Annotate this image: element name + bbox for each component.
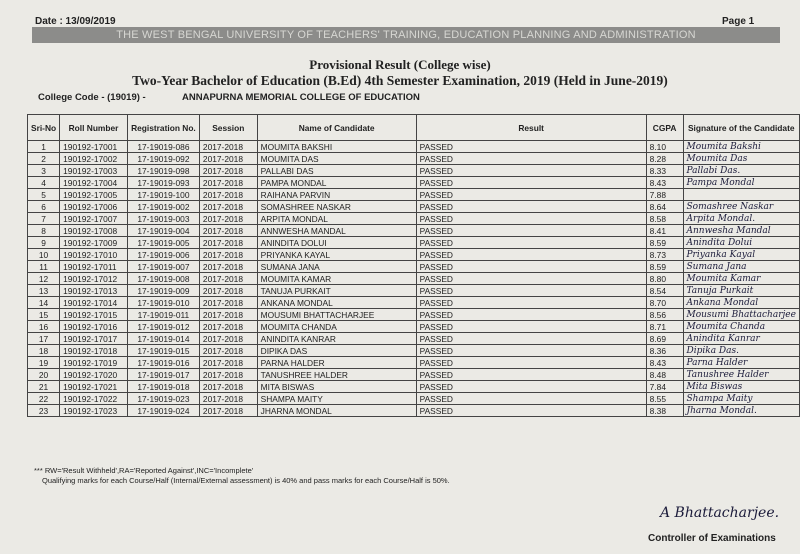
cgpa-cell: 7.88 xyxy=(646,189,683,201)
signature-cell: Moumita Chanda xyxy=(683,321,800,333)
result-cell: PASSED xyxy=(416,213,646,225)
candidate-name-cell: SOMASHREE NASKAR xyxy=(257,201,416,213)
footnote-qualifying: Qualifying marks for each Course/Half (Internal/External assessment) is 40% and pass marks for each Course/Half is 50%. xyxy=(42,476,450,485)
signature-cell: Moumita Bakshi xyxy=(683,141,800,153)
cgpa-cell: 8.38 xyxy=(646,405,683,417)
table-row xyxy=(28,369,800,381)
result-cell: PASSED xyxy=(416,141,646,153)
candidate-name-cell: ANKANA MONDAL xyxy=(257,297,416,309)
table-row xyxy=(28,189,800,201)
session-cell: 2017-2018 xyxy=(199,285,257,297)
session-cell: 2017-2018 xyxy=(199,141,257,153)
signature-cell: Pampa Mondal xyxy=(683,177,800,189)
roll-number-cell: 190192-17019 xyxy=(60,357,128,369)
cgpa-cell: 8.64 xyxy=(646,201,683,213)
signature-cell: Arpita Mondal. xyxy=(683,213,800,225)
result-cell: PASSED xyxy=(416,153,646,165)
session-cell: 2017-2018 xyxy=(199,345,257,357)
candidate-name-cell: MOUMITA BAKSHI xyxy=(257,141,416,153)
session-cell: 2017-2018 xyxy=(199,261,257,273)
serial-cell: 23 xyxy=(28,405,60,417)
result-cell: PASSED xyxy=(416,357,646,369)
signature-cell: Moumita Kamar xyxy=(683,273,800,285)
registration-cell: 17-19019-009 xyxy=(127,285,199,297)
registration-cell: 17-19019-006 xyxy=(127,249,199,261)
roll-number-cell: 190192-17003 xyxy=(60,165,128,177)
print-date: Date : 13/09/2019 xyxy=(35,16,116,27)
roll-number-cell: 190192-17021 xyxy=(60,381,128,393)
serial-cell: 9 xyxy=(28,237,60,249)
result-cell: PASSED xyxy=(416,393,646,405)
serial-cell: 11 xyxy=(28,261,60,273)
col-header-roll: Roll Number xyxy=(60,115,128,141)
col-header-session: Session xyxy=(199,115,257,141)
serial-cell: 3 xyxy=(28,165,60,177)
cgpa-cell: 8.33 xyxy=(646,165,683,177)
session-cell: 2017-2018 xyxy=(199,153,257,165)
result-cell: PASSED xyxy=(416,297,646,309)
cgpa-cell: 8.69 xyxy=(646,333,683,345)
roll-number-cell: 190192-17001 xyxy=(60,141,128,153)
col-header-cgpa: CGPA xyxy=(646,115,683,141)
session-cell: 2017-2018 xyxy=(199,309,257,321)
session-cell: 2017-2018 xyxy=(199,321,257,333)
candidate-name-cell: JHARNA MONDAL xyxy=(257,405,416,417)
serial-cell: 1 xyxy=(28,141,60,153)
session-cell: 2017-2018 xyxy=(199,249,257,261)
serial-cell: 5 xyxy=(28,189,60,201)
table-row xyxy=(28,309,800,321)
session-cell: 2017-2018 xyxy=(199,405,257,417)
session-cell: 2017-2018 xyxy=(199,357,257,369)
session-cell: 2017-2018 xyxy=(199,225,257,237)
roll-number-cell: 190192-17013 xyxy=(60,285,128,297)
roll-number-cell: 190192-17020 xyxy=(60,369,128,381)
serial-cell: 19 xyxy=(28,357,60,369)
roll-number-cell: 190192-17022 xyxy=(60,393,128,405)
candidate-name-cell: ANINDITA KANRAR xyxy=(257,333,416,345)
table-row xyxy=(28,153,800,165)
signature-cell: Pallabi Das. xyxy=(683,165,800,177)
signature-cell: Jharna Mondal. xyxy=(683,405,800,417)
session-cell: 2017-2018 xyxy=(199,273,257,285)
registration-cell: 17-19019-016 xyxy=(127,357,199,369)
result-cell: PASSED xyxy=(416,405,646,417)
table-row xyxy=(28,333,800,345)
cgpa-cell: 8.58 xyxy=(646,213,683,225)
table-row xyxy=(28,297,800,309)
result-cell: PASSED xyxy=(416,261,646,273)
registration-cell: 17-19019-092 xyxy=(127,153,199,165)
session-cell: 2017-2018 xyxy=(199,237,257,249)
registration-cell: 17-19019-007 xyxy=(127,261,199,273)
candidate-name-cell: MOUMITA DAS xyxy=(257,153,416,165)
result-cell: PASSED xyxy=(416,273,646,285)
result-cell: PASSED xyxy=(416,369,646,381)
col-header-result: Result xyxy=(416,115,646,141)
col-header-signature: Signature of the Candidate xyxy=(683,115,800,141)
serial-cell: 16 xyxy=(28,321,60,333)
candidate-name-cell: ARPITA MONDAL xyxy=(257,213,416,225)
candidate-name-cell: PRIYANKA KAYAL xyxy=(257,249,416,261)
candidate-name-cell: MOUSUMI BHATTACHARJEE xyxy=(257,309,416,321)
roll-number-cell: 190192-17015 xyxy=(60,309,128,321)
table-row xyxy=(28,261,800,273)
table-header-row xyxy=(28,115,800,141)
result-cell: PASSED xyxy=(416,309,646,321)
roll-number-cell: 190192-17009 xyxy=(60,237,128,249)
session-cell: 2017-2018 xyxy=(199,165,257,177)
signature-cell: Shampa Maity xyxy=(683,393,800,405)
table-row xyxy=(28,201,800,213)
candidate-name-cell: SHAMPA MAITY xyxy=(257,393,416,405)
result-table xyxy=(27,114,800,417)
registration-cell: 17-19019-086 xyxy=(127,141,199,153)
roll-number-cell: 190192-17014 xyxy=(60,297,128,309)
result-cell: PASSED xyxy=(416,201,646,213)
table-row xyxy=(28,285,800,297)
registration-cell: 17-19019-010 xyxy=(127,297,199,309)
table-row xyxy=(28,213,800,225)
serial-cell: 15 xyxy=(28,309,60,321)
registration-cell: 17-19019-004 xyxy=(127,225,199,237)
serial-cell: 8 xyxy=(28,225,60,237)
signature-cell: Priyanka Kayal xyxy=(683,249,800,261)
result-cell: PASSED xyxy=(416,285,646,297)
candidate-name-cell: ANINDITA DOLUI xyxy=(257,237,416,249)
serial-cell: 18 xyxy=(28,345,60,357)
roll-number-cell: 190192-17002 xyxy=(60,153,128,165)
table-row xyxy=(28,165,800,177)
col-header-registration: Registration No. xyxy=(127,115,199,141)
registration-cell: 17-19019-003 xyxy=(127,213,199,225)
result-cell: PASSED xyxy=(416,165,646,177)
result-cell: PASSED xyxy=(416,237,646,249)
result-title: Provisional Result (College wise) xyxy=(309,57,491,72)
cgpa-cell: 8.28 xyxy=(646,153,683,165)
col-header-srno: Sri-No xyxy=(28,115,60,141)
university-banner: THE WEST BENGAL UNIVERSITY OF TEACHERS' TRAINING, EDUCATION PLANNING AND ADMINISTRATION xyxy=(32,27,780,43)
session-cell: 2017-2018 xyxy=(199,297,257,309)
registration-cell: 17-19019-002 xyxy=(127,201,199,213)
signature-cell: Parna Halder xyxy=(683,357,800,369)
registration-cell: 17-19019-093 xyxy=(127,177,199,189)
table-row xyxy=(28,345,800,357)
roll-number-cell: 190192-17018 xyxy=(60,345,128,357)
cgpa-cell: 8.70 xyxy=(646,297,683,309)
signature-cell: Dipika Das. xyxy=(683,345,800,357)
table-row xyxy=(28,405,800,417)
roll-number-cell: 190192-17016 xyxy=(60,321,128,333)
serial-cell: 20 xyxy=(28,369,60,381)
serial-cell: 6 xyxy=(28,201,60,213)
session-cell: 2017-2018 xyxy=(199,369,257,381)
roll-number-cell: 190192-17008 xyxy=(60,225,128,237)
signature-cell: Somashree Naskar xyxy=(683,201,800,213)
table-row xyxy=(28,321,800,333)
candidate-name-cell: TANUSHREE HALDER xyxy=(257,369,416,381)
page-number: Page 1 xyxy=(722,16,755,27)
registration-cell: 17-19019-024 xyxy=(127,405,199,417)
registration-cell: 17-19019-014 xyxy=(127,333,199,345)
college-name: ANNAPURNA MEMORIAL COLLEGE OF EDUCATION xyxy=(182,92,420,103)
col-header-name: Name of Candidate xyxy=(257,115,416,141)
signature-cell: Anindita Dolui xyxy=(683,237,800,249)
candidate-name-cell: DIPIKA DAS xyxy=(257,345,416,357)
session-cell: 2017-2018 xyxy=(199,201,257,213)
roll-number-cell: 190192-17006 xyxy=(60,201,128,213)
registration-cell: 17-19019-008 xyxy=(127,273,199,285)
cgpa-cell: 8.43 xyxy=(646,357,683,369)
candidate-name-cell: TANUJA PURKAIT xyxy=(257,285,416,297)
candidate-name-cell: PALLABI DAS xyxy=(257,165,416,177)
controller-title: Controller of Examinations xyxy=(648,533,776,544)
serial-cell: 2 xyxy=(28,153,60,165)
serial-cell: 17 xyxy=(28,333,60,345)
table-row xyxy=(28,225,800,237)
cgpa-cell: 8.71 xyxy=(646,321,683,333)
registration-cell: 17-19019-015 xyxy=(127,345,199,357)
cgpa-cell: 8.56 xyxy=(646,309,683,321)
roll-number-cell: 190192-17012 xyxy=(60,273,128,285)
table-row xyxy=(28,237,800,249)
roll-number-cell: 190192-17011 xyxy=(60,261,128,273)
table-row xyxy=(28,177,800,189)
cgpa-cell: 8.59 xyxy=(646,261,683,273)
candidate-name-cell: MOUMITA KAMAR xyxy=(257,273,416,285)
signature-cell: Annwesha Mandal xyxy=(683,225,800,237)
registration-cell: 17-19019-100 xyxy=(127,189,199,201)
registration-cell: 17-19019-011 xyxy=(127,309,199,321)
result-cell: PASSED xyxy=(416,225,646,237)
session-cell: 2017-2018 xyxy=(199,177,257,189)
result-cell: PASSED xyxy=(416,177,646,189)
candidate-name-cell: PAMPA MONDAL xyxy=(257,177,416,189)
table-row xyxy=(28,249,800,261)
serial-cell: 14 xyxy=(28,297,60,309)
roll-number-cell: 190192-17010 xyxy=(60,249,128,261)
serial-cell: 22 xyxy=(28,393,60,405)
result-cell: PASSED xyxy=(416,333,646,345)
registration-cell: 17-19019-018 xyxy=(127,381,199,393)
signature-cell: Ankana Mondal xyxy=(683,297,800,309)
roll-number-cell: 190192-17005 xyxy=(60,189,128,201)
registration-cell: 17-19019-017 xyxy=(127,369,199,381)
cgpa-cell: 8.80 xyxy=(646,273,683,285)
serial-cell: 4 xyxy=(28,177,60,189)
controller-signature: A Bhattacharjee. xyxy=(660,505,780,521)
candidate-name-cell: PARNA HALDER xyxy=(257,357,416,369)
signature-cell: Moumita Das xyxy=(683,153,800,165)
table-row xyxy=(28,357,800,369)
result-cell: PASSED xyxy=(416,321,646,333)
table-row xyxy=(28,393,800,405)
roll-number-cell: 190192-17023 xyxy=(60,405,128,417)
signature-cell: Tanushree Halder xyxy=(683,369,800,381)
signature-cell: Anindita Kanrar xyxy=(683,333,800,345)
cgpa-cell: 8.43 xyxy=(646,177,683,189)
result-cell: PASSED xyxy=(416,249,646,261)
table-row xyxy=(28,273,800,285)
footnote-legend: *** RW='Result Withheld',RA='Reported Against',INC='Incomplete' xyxy=(34,466,254,475)
candidate-name-cell: RAIHANA PARVIN xyxy=(257,189,416,201)
candidate-name-cell: MITA BISWAS xyxy=(257,381,416,393)
registration-cell: 17-19019-023 xyxy=(127,393,199,405)
serial-cell: 12 xyxy=(28,273,60,285)
session-cell: 2017-2018 xyxy=(199,381,257,393)
result-cell: PASSED xyxy=(416,381,646,393)
roll-number-cell: 190192-17004 xyxy=(60,177,128,189)
roll-number-cell: 190192-17007 xyxy=(60,213,128,225)
signature-cell xyxy=(683,189,800,201)
serial-cell: 10 xyxy=(28,249,60,261)
signature-cell: Mousumi Bhattacharjee xyxy=(683,309,800,321)
table-row xyxy=(28,141,800,153)
registration-cell: 17-19019-012 xyxy=(127,321,199,333)
cgpa-cell: 8.59 xyxy=(646,237,683,249)
cgpa-cell: 8.36 xyxy=(646,345,683,357)
signature-cell: Mita Biswas xyxy=(683,381,800,393)
session-cell: 2017-2018 xyxy=(199,393,257,405)
college-code: College Code - (19019) - xyxy=(38,92,146,103)
result-cell: PASSED xyxy=(416,189,646,201)
cgpa-cell: 8.73 xyxy=(646,249,683,261)
session-cell: 2017-2018 xyxy=(199,333,257,345)
session-cell: 2017-2018 xyxy=(199,189,257,201)
cgpa-cell: 8.54 xyxy=(646,285,683,297)
serial-cell: 21 xyxy=(28,381,60,393)
cgpa-cell: 8.10 xyxy=(646,141,683,153)
cgpa-cell: 8.55 xyxy=(646,393,683,405)
session-cell: 2017-2018 xyxy=(199,213,257,225)
candidate-name-cell: MOUMITA CHANDA xyxy=(257,321,416,333)
serial-cell: 13 xyxy=(28,285,60,297)
registration-cell: 17-19019-098 xyxy=(127,165,199,177)
candidate-name-cell: ANNWESHA MANDAL xyxy=(257,225,416,237)
table-row xyxy=(28,381,800,393)
cgpa-cell: 8.48 xyxy=(646,369,683,381)
candidate-name-cell: SUMANA JANA xyxy=(257,261,416,273)
serial-cell: 7 xyxy=(28,213,60,225)
cgpa-cell: 7.84 xyxy=(646,381,683,393)
signature-cell: Tanuja Purkait xyxy=(683,285,800,297)
signature-cell: Sumana Jana xyxy=(683,261,800,273)
exam-title: Two-Year Bachelor of Education (B.Ed) 4th Semester Examination, 2019 (Held in June-2019) xyxy=(132,73,668,88)
result-cell: PASSED xyxy=(416,345,646,357)
registration-cell: 17-19019-005 xyxy=(127,237,199,249)
roll-number-cell: 190192-17017 xyxy=(60,333,128,345)
cgpa-cell: 8.41 xyxy=(646,225,683,237)
